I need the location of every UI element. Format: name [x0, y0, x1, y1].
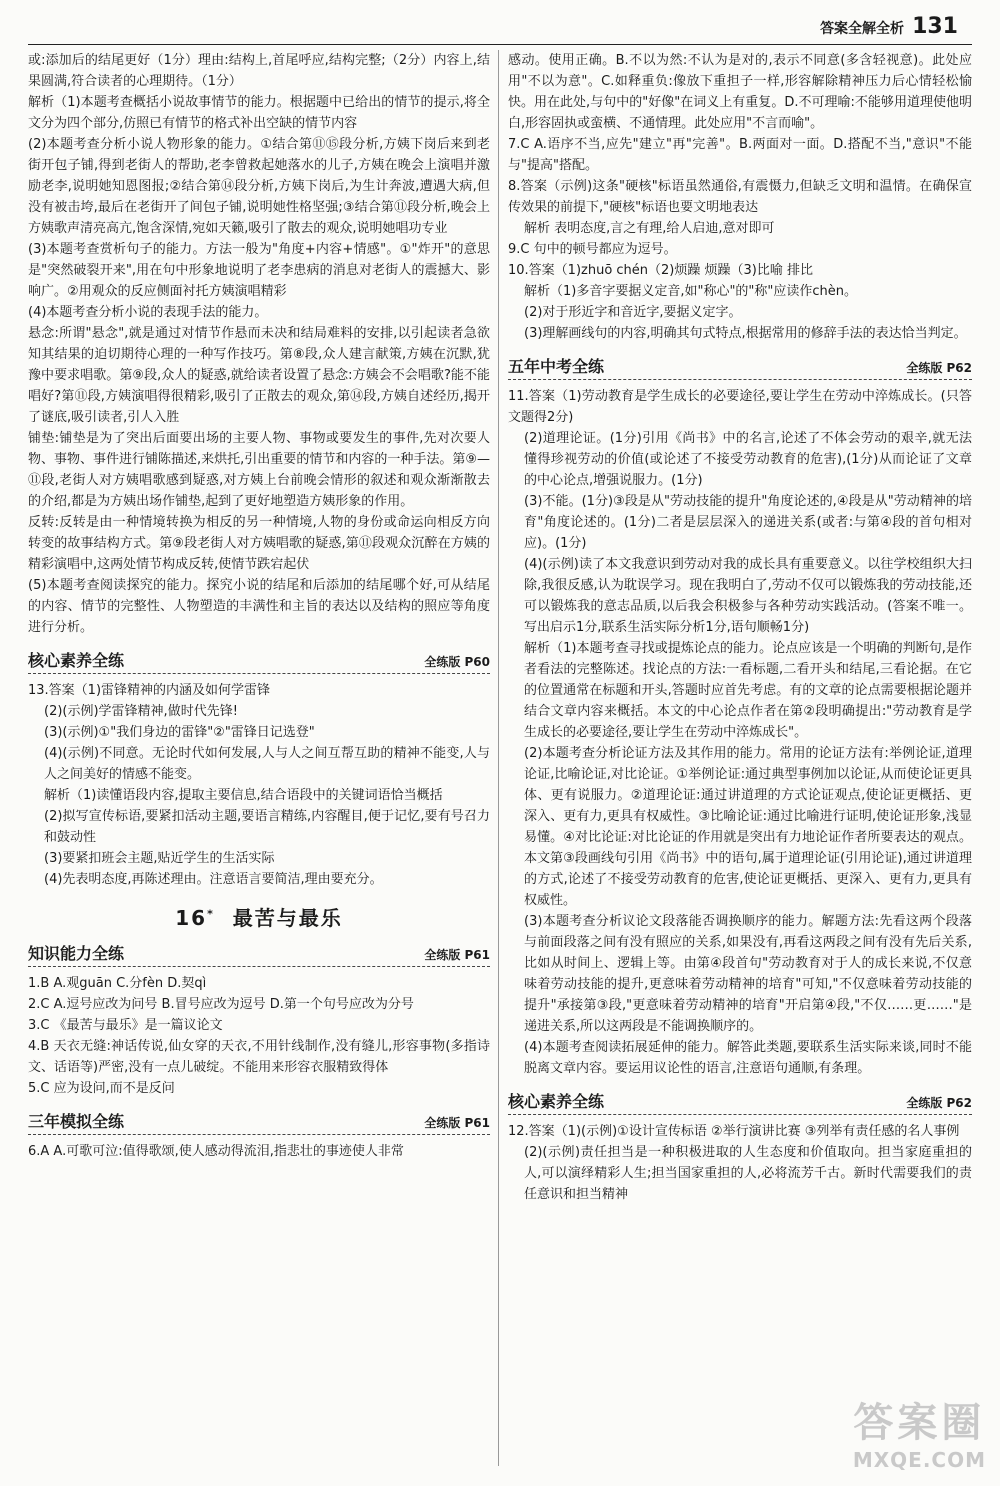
right-column: [508, 50, 972, 1205]
paragraph: 反转:反转是由一种情境转换为相反的另一种情境,人物的身份或命运向相反方向转变的故事结构方式。第⑨段老街人对方姨唱歌的疑惑,第⑪段观众沉醉在方姨的精彩演唱中,这两处情节构成反转,使情节跌宕起伏: [28, 515, 490, 572]
column-divider: [498, 50, 499, 1466]
section-title: 五年中考全练: [508, 357, 605, 376]
lesson-mark: *: [207, 907, 215, 921]
analysis-item: (4)先表明态度,再陈述理由。注意语言要简洁,理由要充分。: [44, 872, 383, 887]
answer-item: (3)不能。(1分)③段是从"劳动技能的提升"角度论述的,④段是从"劳动精神的培育"角度论述的。(1分)二者是层层深入的递进关系(或者:与第④段的首句相对应)。(1分): [524, 494, 972, 551]
analysis-item: 解析 表明态度,言之有理,给人启迪,意对即可: [524, 221, 775, 236]
answer-item: 4.B 天衣无缝:神话传说,仙女穿的天衣,不用针线制作,没有缝儿,形容事物(多指诗文、话语等)严密,没有一点儿破绽。不能用来形容衣服精致得体: [28, 1039, 490, 1075]
paragraph: 感动。使用正确。B.不以为然:不认为是对的,表示不同意(多含轻视意)。此处应用"不以为意"。C.如释重负:像放下重担子一样,形容解除精神压力后心情轻松愉快。用在此处,与句中的"好像"在词义上有重复。D.不可理喻:不能够用道理使他明白,形容固执或蛮横、不通情理。此处应用"不言而喻"。: [508, 53, 972, 131]
paragraph: 或:添加后的结尾更好（1分）理由:结构上,首尾呼应,结构完整;（2分）内容上,结果圆满,符合读者的心理期待。（1分）: [28, 53, 490, 89]
analysis-item: 解析（1)多音字要据义定音,如"称心"的"称"应读作chèn。: [524, 284, 858, 299]
analysis-item: (4)本题考查阅读拓展延伸的能力。解答此类题,要联系生活实际来谈,同时不能脱离文章内容。要运用议论性的语言,注意语句通顺,有条理。: [524, 1040, 972, 1076]
answer-item: (2)(示例)学雷锋精神,做时代先锋!: [44, 704, 238, 719]
header-rule: [28, 44, 972, 45]
answer-item: 7.C A.语序不当,应先"建立"再"完善"。B.两面对一面。D.搭配不当,"意识"不能与"提高"搭配。: [508, 137, 972, 173]
watermark-url: MXQE.COM: [852, 1448, 986, 1472]
answer-item: (2)道理论证。(1分)引用《尚书》中的名言,论述了不体会劳动的艰辛,就无法懂得珍视劳动的价值(或论述了不接受劳动教育的危害),(1分)从而论证了文章的中心论点,增强说服力。(1分): [524, 431, 972, 488]
paragraph: (5)本题考查阅读探究的能力。探究小说的结尾和后添加的结尾哪个好,可从结尾的内容、情节的完整性、人物塑造的丰满性和主旨的表达以及结构的照应等角度进行分析。: [28, 578, 490, 635]
answer-item: (2)(示例)责任担当是一种积极进取的人生态度和价值取向。担当家庭重担的人,可以演绎精彩人生;担当国家重担的人,必将流芳千古。新时代需要我们的责任意识和担当精神: [524, 1145, 972, 1202]
lesson-number: 16: [175, 906, 208, 930]
answer-item: (4)(示例)读了本文我意识到劳动对我的成长具有重要意义。以往学校组织大扫除,我很反感,认为耽误学习。现在我明白了,劳动不仅可以锻炼我的劳动技能,还可以锻炼我的意志品质,以后我会积极参与各种劳动实践活动。(答案不唯一。写出启示1分,联系生活实际分析1分,语句顺畅1分): [524, 557, 972, 635]
section-title: 核心素养全练: [28, 651, 125, 670]
answer-item: 2.C A.逗号应改为问号 B.冒号应改为逗号 D.第一个句号应改为分号: [28, 997, 414, 1012]
paragraph: 铺垫:铺垫是为了突出后面要出场的主要人物、事物或要发生的事件,先对次要人物、事物、事件进行铺陈描述,来烘托,引出重要的情节和内容的一种手法。第⑨—⑪段,老街人对方姨唱歌感到疑惑,对方姨上台前晚会情形的叙述和观众渐渐散去的介绍,都是为方姨出场作铺垫,起到了更好地塑造方姨形象的作用。: [28, 431, 490, 509]
section-heading: [508, 352, 972, 380]
section-heading: [28, 939, 490, 967]
section-title: 知识能力全练: [28, 944, 125, 963]
section-title: 核心素养全练: [508, 1092, 605, 1111]
answer-item: 5.C 应为设问,而不是反问: [28, 1081, 175, 1096]
analysis-item: 解析（1)本题考查寻找或提炼论点的能力。论点应该是一个明确的判断句,是作者看法的完整陈述。找论点的方法:一看标题,二看开头和结尾,三看论据。在它的位置通常在标题和开头,答题时应首先考虑。有的文章的论点需要根据论题并结合文章内容来概括。本文的中心论点作者在第②段明确提出:"劳动教育是学生成长的必要途径,要让学生在劳动中淬炼成长"。: [524, 641, 972, 740]
paragraph: 悬念:所谓"悬念",就是通过对情节作悬而未决和结局难料的安排,以引起读者急欲知其结果的迫切期待心理的一种写作技巧。第⑧段,众人建言献策,方姨在沉默,犹豫中要求唱歌。第⑨段,众人的疑惑,就给读者设置了悬念:方姨会不会唱歌?能不能唱好?第⑪段,方姨演唱得很精彩,吸引了正散去的观众,第⑭段,方姨自述经历,揭开了谜底,吸引读者,引人入胜: [28, 326, 490, 425]
lesson-heading: [28, 902, 490, 931]
analysis-item: 解析（1)读懂语段内容,提取主要信息,结合语段中的关键词语恰当概括: [44, 788, 443, 803]
section-page-ref: 全练版 P60: [424, 655, 490, 669]
lesson-title: 最苦与最乐: [232, 906, 343, 930]
header-title: 答案全解全析: [820, 21, 905, 37]
page-number: 131: [912, 14, 958, 39]
paragraph: (3)本题考查赏析句子的能力。方法一般为"角度+内容+情感"。①"炸开"的意思是"突然破裂开来",用在句中形象地说明了老李患病的消息对老街人的震撼大、影响广。②用观众的反应侧面衬托方姨演唱精彩: [28, 242, 490, 299]
answer-item: 6.A A.可歌可泣:值得歌颂,使人感动得流泪,指悲壮的事迹使人非常: [28, 1144, 404, 1159]
section-page-ref: 全练版 P61: [424, 1116, 490, 1130]
answer-item: 8.答案（示例)这条"硬核"标语虽然通俗,有震慑力,但缺乏文明和温情。在确保宣传效果的前提下,"硬核"标语也要文明地表达: [508, 179, 972, 215]
answer-item: 10.答案（1)zhuō chén（2)烦躁 烦躁（3)比喻 排比: [508, 263, 813, 278]
paragraph: (2)本题考查分析小说人物形象的能力。①结合第⑪⑮段分析,方姨下岗后来到老街开包子铺,得到老街人的帮助,老李曾救起她落水的儿子,方姨在晚会上演唱并激励老李,说明她知恩图报;②结合第⑭段分析,方姨下岗后,为生计奔波,遭遇大病,但没有被击垮,最后在老街开了间包子铺,说明她性格坚强;③结合第⑪段分析,晚会上方姨歌声清亮高亢,饱含深情,宛如天籁,吸引了散去的观众,说明她唱功专业: [28, 137, 490, 236]
paragraph: (4)本题考查分析小说的表现手法的能力。: [28, 305, 268, 320]
watermark-logo: 答案圈: [853, 1400, 986, 1446]
page-header: [820, 14, 958, 39]
analysis-item: (2)对于形近字和音近字,要据义定字。: [524, 305, 742, 320]
answer-item: 11.答案（1)劳动教育是学生成长的必要途径,要让学生在劳动中淬炼成长。(只答文题得2分): [508, 389, 972, 425]
section-heading: [28, 1107, 490, 1135]
analysis-item: (2)本题考查分析论证方法及其作用的能力。常用的论证方法有:举例论证,道理论证,比喻论证,对比论证。①举例论证:通过典型事例加以论证,从而使论证更具体、更有说服力。②道理论证:通过讲道理的方式论证观点,使论证更概括、更深入、更有力,更具有权威性。③比喻论证:通过比喻进行证明,使论证形象,浅显易懂。④对比论证:对比论证的作用就是突出有力地论证作者所要表达的观点。本文第③段画线句引用《尚书》中的语句,属于道理论证(引用论证),通过讲道理的方式,论述了不接受劳动教育的危害,使论证更概括、更深入、更有力,更具有权威性。: [524, 746, 972, 908]
answer-item: 9.C 句中的顿号都应为逗号。: [508, 242, 677, 257]
answer-item: 1.B A.观guān C.分fèn D.契qì: [28, 976, 207, 991]
analysis-item: (3)理解画线句的内容,明确其句式特点,根据常用的修辞手法的表达恰当判定。: [524, 326, 967, 341]
section-title: 三年模拟全练: [28, 1112, 125, 1131]
section-heading: [508, 1087, 972, 1115]
section-heading: [28, 646, 490, 674]
section-page-ref: 全练版 P62: [906, 361, 972, 375]
paragraph: 解析（1)本题考查概括小说故事情节的能力。根据题中已给出的情节的提示,将全文分为四个部分,仿照已有情节的格式补出空缺的情节内容: [28, 95, 490, 131]
analysis-item: (3)本题考查分析议论文段落能否调换顺序的能力。解题方法:先看这两个段落与前面段落之间有没有照应的关系,如果没有,再看这两段之间有没有先后关系,比如从时间上、逻辑上等。由第④段首句"劳动教育对于人的成长来说,不仅意味着劳动技能的提升,更意味着劳动精神的培育"可知,"不仅意味着劳动技能的提升"承接第③段,"更意味着劳动精神的培育"开启第④段,"不仅……更……"是递进关系,所以这两段是不能调换顺序的。: [524, 914, 972, 1034]
analysis-item: (2)拟写宣传标语,要紧扣活动主题,要语言精练,内容醒目,便于记忆,要有号召力和鼓动性: [44, 809, 490, 845]
answer-item: 13.答案（1)雷锋精神的内涵及如何学雷锋: [28, 683, 271, 698]
left-column: [28, 50, 490, 1162]
section-page-ref: 全练版 P62: [906, 1096, 972, 1110]
watermark: [853, 1391, 986, 1472]
answer-item: (3)(示例)①"我们身边的雷锋"②"雷锋日记选登": [44, 725, 315, 740]
answer-item: 12.答案（1)(示例)①设计宣传标语 ②举行演讲比赛 ③列举有责任感的名人事例: [508, 1124, 960, 1139]
section-page-ref: 全练版 P61: [424, 948, 490, 962]
answer-item: (4)(示例)不同意。无论时代如何发展,人与人之间互帮互助的精神不能变,人与人之间美好的情感不能变。: [44, 746, 490, 782]
answer-item: 3.C 《最苦与最乐》是一篇议论文: [28, 1018, 223, 1033]
analysis-item: (3)要紧扣班会主题,贴近学生的生活实际: [44, 851, 275, 866]
